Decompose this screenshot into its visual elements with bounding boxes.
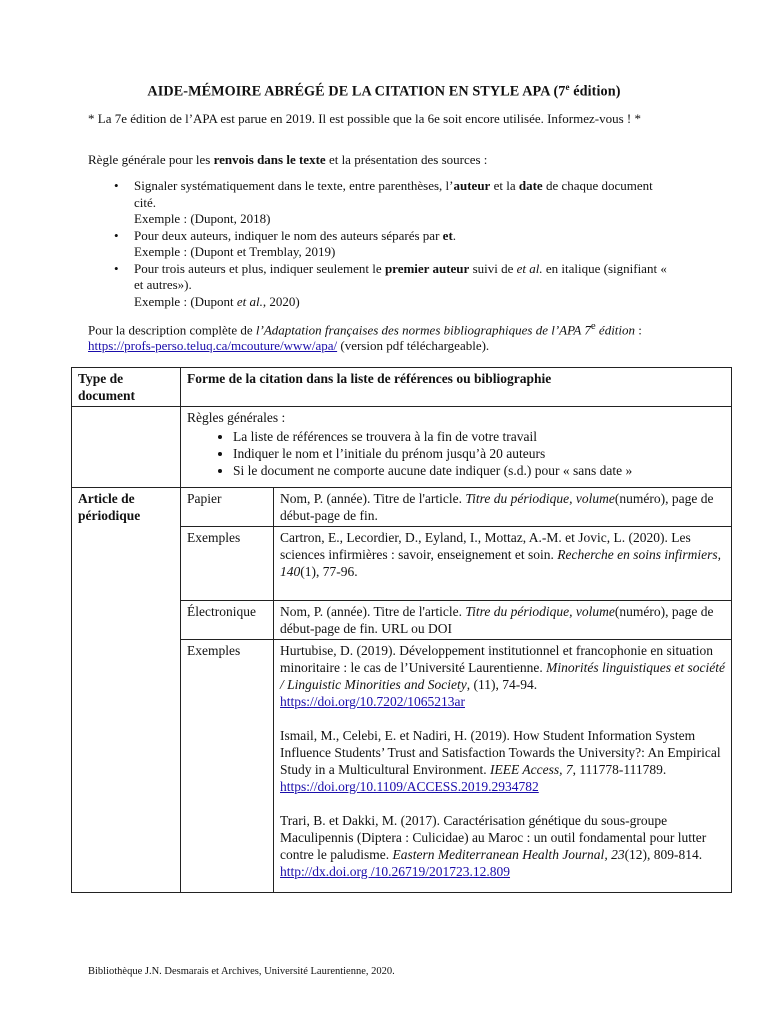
table-row xyxy=(72,368,732,407)
full-description-note: Pour la description complète de l’Adaptation françaises des normes bibliographiques de l’APA 7e édition : https://profs-perso.teluq.ca/mcouture/www/apa/ (version pdf téléchargeable). xyxy=(88,320,642,354)
footer-credit: Bibliothèque J.N. Desmarais et Archives, Université Laurentienne, 2020. xyxy=(88,966,395,977)
empty-cell xyxy=(72,407,181,488)
papier-format: Nom, P. (année). Titre de l'article. Titre du périodique, volume(numéro), page de début-page de fin. xyxy=(274,488,732,527)
list-item: • Pour trois auteurs et plus, indiquer seulement le premier auteur suivi de et al. en italique (signifiant « et autres»). Exemple : (Dupont et al., 2020) xyxy=(88,261,668,311)
rules-title: Règles générales : xyxy=(187,410,286,425)
papier-example: Cartron, E., Lecordier, D., Eyland, I., Mottaz, A.-M. et Jovic, L. (2020). Les sciences infirmières : savoir, enseignement et soin. Recherche en soins infirmiers, 140(1), 77-96. xyxy=(274,527,732,601)
example-entry: Trari, B. et Dakki, M. (2017). Caractérisation génétique du sous-groupe Maculipennis (Diptera : Culicidae) au Maroc : un outil fondamental pour lutter contre le paludisme. Eastern Mediterranean Health Journal, 23(12), 809-814. http://dx.doi.org /10.26719/201723.12.809 xyxy=(280,813,707,879)
electronique-examples xyxy=(274,640,732,893)
general-rules-cell xyxy=(181,407,732,488)
exemples-label: Exemples xyxy=(181,640,274,893)
apa-guide-link[interactable]: https://profs-perso.teluq.ca/mcouture/www/apa/ xyxy=(88,338,338,354)
exemples-label: Exemples xyxy=(181,527,274,601)
list-item: • Pour deux auteurs, indiquer le nom des auteurs séparés par et. Exemple : (Dupont et Tremblay, 2019) xyxy=(88,228,668,261)
electronique-label: Électronique xyxy=(181,601,274,640)
example-entry: Ismail, M., Celebi, E. et Nadiri, H. (2019). How Student Information System Influence Students’ Trust and Satisfaction Towards the University?: An Empirical Study in a Multicultural Environment. IEEE Access, 7, 111778-111789. https://doi.org/10.1109/ACCESS.2019.2934782 xyxy=(280,728,721,794)
in-text-rules-list xyxy=(88,178,668,310)
list-item: • Indiquer le nom et l’initiale du prénom jusqu’à 20 auteurs xyxy=(233,445,725,462)
general-rule-intro: Règle générale pour les renvois dans le texte et la présentation des sources : xyxy=(88,152,488,167)
rules-list xyxy=(187,428,725,479)
doi-link[interactable]: https://doi.org/10.7202/1065213ar xyxy=(280,694,465,709)
edition-notice: * La 7e édition de l’APA est parue en 2019. Il est possible que la 6e soit encore utilisée. Informez-vous ! * xyxy=(88,111,641,126)
page-title: AIDE-MÉMOIRE ABRÉGÉ DE LA CITATION EN STYLE APA (7e édition) xyxy=(147,82,621,100)
papier-label: Papier xyxy=(181,488,274,527)
electronique-format: Nom, P. (année). Titre de l'article. Titre du périodique, volume(numéro), page de début-page de fin. URL ou DOI xyxy=(274,601,732,640)
table-row xyxy=(72,488,732,527)
doi-link[interactable]: http://dx.doi.org /10.26719/201723.12.809 xyxy=(280,864,511,879)
article-label: Article de périodique xyxy=(72,488,181,893)
table-row xyxy=(72,407,732,488)
citation-table xyxy=(71,367,732,893)
list-item: • Si le document ne comporte aucune date indiquer (s.d.) pour « sans date » xyxy=(233,462,725,479)
header-type: Type de document xyxy=(72,368,181,407)
list-item: • Signaler systématiquement dans le texte, entre parenthèses, l’auteur et la date de chaque document cité. Exemple : (Dupont, 2018) xyxy=(88,178,668,228)
list-item: • La liste de références se trouvera à la fin de votre travail xyxy=(233,428,725,445)
doi-link[interactable]: https://doi.org/10.1109/ACCESS.2019.2934782 xyxy=(280,779,539,794)
example-entry: Hurtubise, D. (2019). Développement institutionnel et francophonie en situation minoritaire : le cas de l’Université Laurentienne. Minorités linguistiques et société / Linguistic Minorities and Society, (11), 74-94. https://doi.org/10.7202/1065213ar xyxy=(280,643,726,709)
header-form: Forme de la citation dans la liste de références ou bibliographie xyxy=(181,368,732,407)
